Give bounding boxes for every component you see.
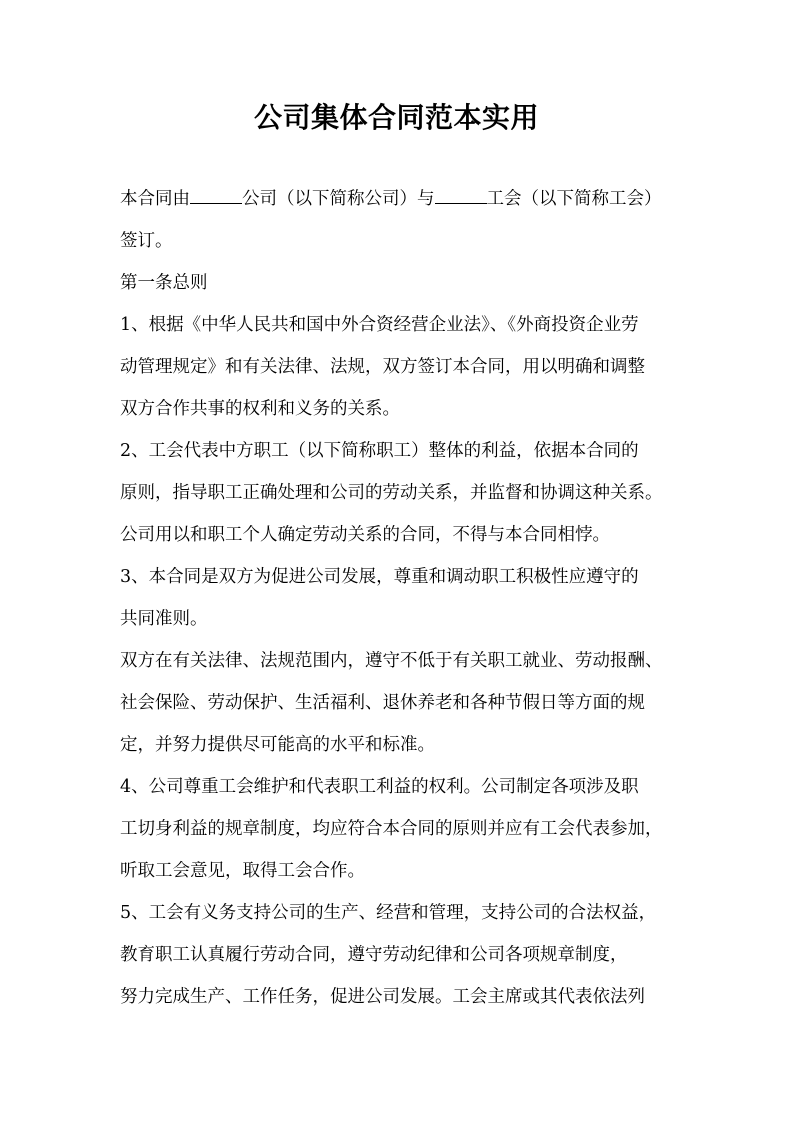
text-line: 5、工会有义务支持公司的生产、经营和管理，支持公司的合法权益， — [120, 903, 657, 923]
text-line: 听取工会意见，取得工会合作。 — [120, 861, 365, 881]
text-line: 原则，指导职工正确处理和公司的劳动关系，并监督和协调这种关系。 — [120, 483, 663, 503]
intro-line-2: 签订。 — [120, 231, 173, 251]
text-line: 教育职工认真履行劳动合同，遵守劳动纪律和公司各项规章制度， — [120, 945, 628, 965]
text-line: 动管理规定》和有关法律、法规，双方签订本合同，用以明确和调整 — [120, 357, 645, 377]
text-line: 3、本合同是双方为促进公司发展，尊重和调动职工积极性应遵守的 — [120, 567, 639, 587]
text-line: 定，并努力提供尽可能高的水平和标准。 — [120, 735, 435, 755]
text-line: 双方在有关法律、法规范围内，遵守不低于有关职工就业、劳动报酬、 — [120, 651, 663, 671]
text-line: 双方合作共事的权利和义务的关系。 — [120, 399, 400, 419]
text-line: 社会保险、劳动保护、生活福利、退休养老和各种节假日等方面的规 — [120, 693, 645, 713]
text-line: 公司用以和职工个人确定劳动关系的合同，不得与本合同相悖。 — [120, 525, 610, 545]
document-body — [120, 178, 676, 1018]
text-line: 第一条总则 — [120, 273, 208, 293]
blank-company-name — [190, 181, 242, 204]
document-title: 公司集体合同范本实用 — [253, 101, 539, 134]
text-line: 2、工会代表中方职工（以下简称职工）整体的利益，依据本合同的 — [120, 441, 639, 461]
text-line: 1、根据《中华人民共和国中外合资经营企业法》、《外商投资企业劳 — [120, 315, 639, 335]
intro-text-part2: 公司（以下简称公司）与 — [242, 189, 435, 209]
blank-union-name — [435, 181, 487, 204]
text-line: 4、公司尊重工会维护和代表职工利益的权利。公司制定各项涉及职 — [120, 777, 639, 797]
intro-text-part1: 本合同由 — [120, 189, 190, 209]
intro-text-part3: 工会（以下简称工会） — [486, 189, 662, 209]
text-line: 工切身利益的规章制度，均应符合本合同的原则并应有工会代表参加， — [120, 819, 663, 839]
text-line: 努力完成生产、工作任务，促进公司发展。工会主席或其代表依法列 — [120, 987, 645, 1007]
text-line: 共同准则。 — [120, 609, 208, 629]
intro-line-1 — [120, 178, 676, 220]
